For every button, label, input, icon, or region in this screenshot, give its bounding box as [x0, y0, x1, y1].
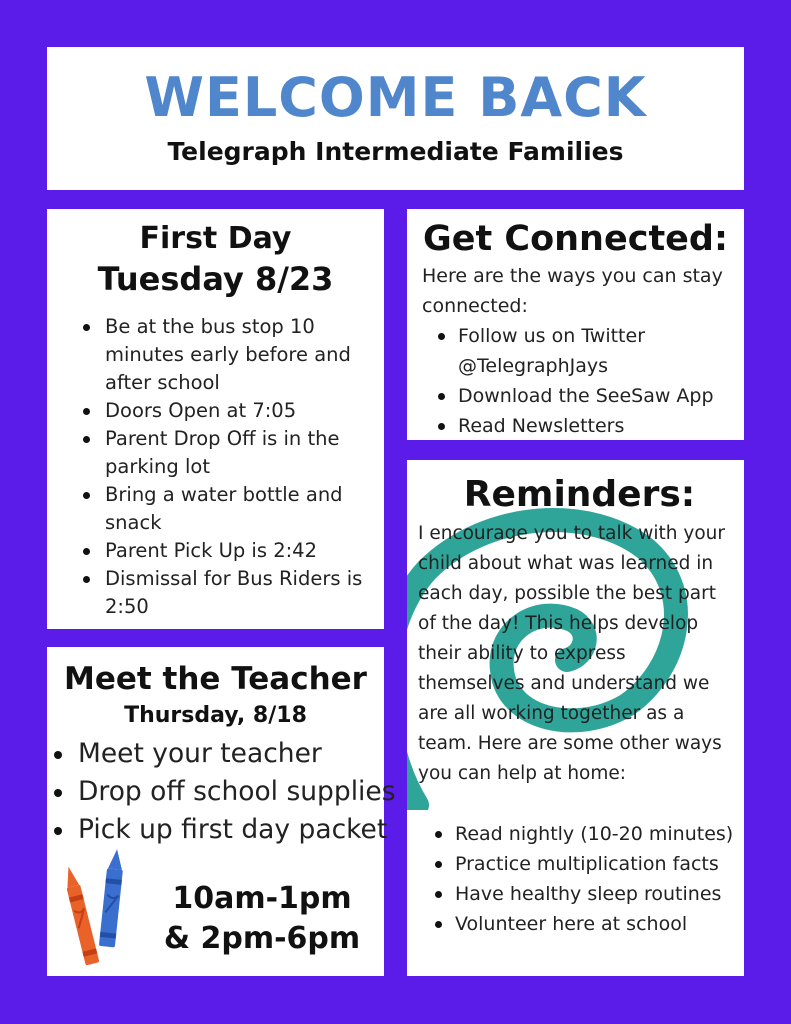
- list-item: Parent Drop Off is in the parking lot: [105, 425, 370, 481]
- get-connected-list: [407, 321, 744, 441]
- list-item: Pick up first day packet: [78, 811, 384, 849]
- time-range: & 2pm-6pm: [163, 921, 361, 956]
- first-day-panel: [47, 209, 384, 629]
- list-item: Bring a water bottle and snack: [105, 481, 370, 537]
- welcome-title: WELCOME BACK: [144, 66, 647, 129]
- first-day-date: Tuesday 8/23: [97, 259, 334, 298]
- list-item: Doors Open at 7:05: [105, 397, 370, 425]
- list-item: Have healthy sleep routines: [455, 879, 744, 909]
- list-item: Be at the bus stop 10 minutes early before and after school: [105, 313, 370, 397]
- time-range: 10am-1pm: [172, 881, 352, 916]
- meet-teacher-date: Thursday, 8/18: [124, 703, 307, 729]
- list-item: Dismissal for Bus Riders is 2:50: [105, 565, 370, 621]
- meet-teacher-title: Meet the Teacher: [64, 661, 367, 697]
- list-item: Read Newsletters: [458, 411, 744, 441]
- first-day-title: First Day: [139, 221, 292, 256]
- list-item: Meet your teacher: [78, 735, 384, 773]
- reminders-paragraph: I encourage you to talk with your child about what was learned in each day, possible the best part of the day! This helps develop their ability to express themselves and understand we are all working together as a team. Here are some other ways you can help at home:: [418, 523, 725, 785]
- meet-teacher-panel: [47, 647, 396, 976]
- header-banner: [47, 47, 744, 190]
- reminders-title: Reminders:: [463, 474, 696, 515]
- get-connected-intro: Here are the ways you can stay connected:: [422, 265, 723, 318]
- list-item: Follow us on Twitter: [458, 321, 744, 351]
- meet-teacher-times: [157, 879, 367, 959]
- get-connected-panel: [407, 209, 744, 440]
- subtitle: Telegraph Intermediate Families: [167, 137, 624, 166]
- reminders-panel: [407, 460, 744, 976]
- first-day-list: [47, 313, 384, 621]
- get-connected-title: Get Connected:: [423, 219, 728, 259]
- meet-teacher-list: [47, 735, 396, 849]
- list-item: Practice multiplication facts: [455, 849, 744, 879]
- list-item: Parent Pick Up is 2:42: [105, 537, 370, 565]
- list-item: Drop off school supplies: [78, 773, 384, 811]
- list-item: Download the SeeSaw App: [458, 381, 744, 411]
- reminders-list: [407, 819, 744, 939]
- list-item: Read nightly (10-20 minutes): [455, 819, 744, 849]
- crayons-icon: [57, 847, 137, 972]
- list-item: Volunteer here at school: [455, 909, 744, 939]
- twitter-handle: @TelegraphJays: [458, 355, 609, 378]
